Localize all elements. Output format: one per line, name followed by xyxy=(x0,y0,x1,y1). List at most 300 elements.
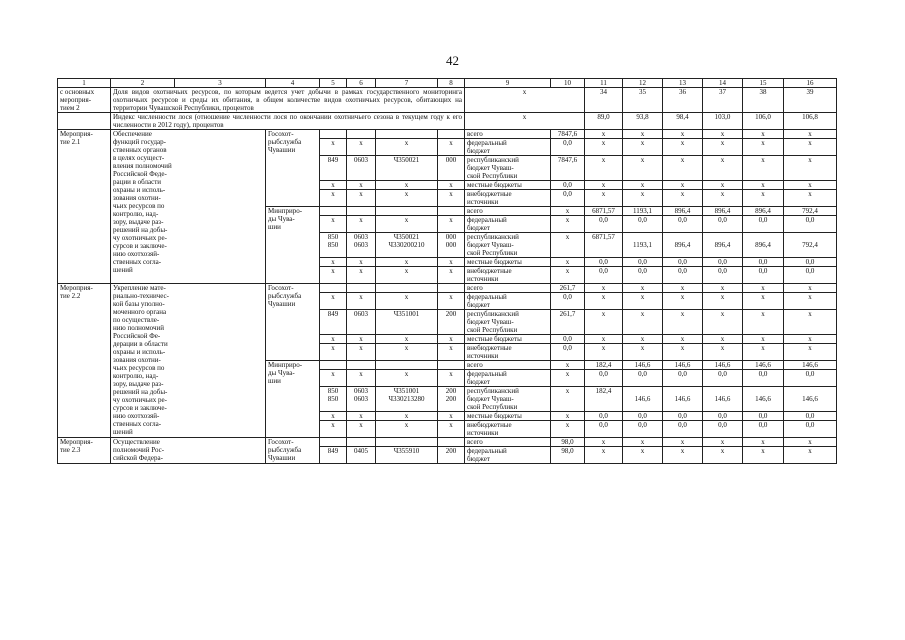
value-2021: x xyxy=(623,344,663,361)
value-2019: x xyxy=(551,412,585,421)
value-2022: x xyxy=(663,447,703,464)
budget-section: x xyxy=(347,139,376,156)
budget-expense-type xyxy=(438,284,465,293)
value-2019: x xyxy=(551,233,585,258)
column-number: 14 xyxy=(703,79,743,88)
budget-grbs: 849 xyxy=(320,156,347,181)
funding-source: внебюджетные источники xyxy=(465,421,551,438)
value-2023: 0,0 xyxy=(703,421,743,438)
funding-source: местные бюджеты xyxy=(465,181,551,190)
value-2020: x xyxy=(585,190,623,207)
value-2025: x xyxy=(784,284,837,293)
budget-section: 0603 xyxy=(347,310,376,335)
measure-name: Осуществление полномочий Рос- сийской Федера- xyxy=(111,438,266,464)
budget-expense-type: x xyxy=(438,412,465,421)
value-2024: x xyxy=(743,139,784,156)
value-2021: x xyxy=(623,190,663,207)
value-2021: x xyxy=(623,310,663,335)
value-2020: 0,0 xyxy=(585,421,623,438)
value-2023: x xyxy=(703,190,743,207)
value-2025: 0,0 xyxy=(784,370,837,387)
budget-expense-type xyxy=(438,361,465,370)
budget-target-article: Ч355910 xyxy=(376,447,438,464)
value-2023: 0,0 xyxy=(703,412,743,421)
budget-section: x xyxy=(347,370,376,387)
value-2025: 0,0 xyxy=(784,412,837,421)
budget-grbs: 849 xyxy=(320,447,347,464)
budget-grbs: x xyxy=(320,190,347,207)
value-2021: x xyxy=(623,335,663,344)
budget-section xyxy=(347,130,376,139)
column-number: 10 xyxy=(551,79,585,88)
value-2020: x xyxy=(585,284,623,293)
column-number: 5 xyxy=(320,79,347,88)
value-2025: x xyxy=(784,310,837,335)
value-2022: 0,0 xyxy=(663,216,703,233)
value-2021: 146,6 xyxy=(623,387,663,412)
value-2025: 146,6 xyxy=(784,361,837,370)
budget-expense-type xyxy=(438,207,465,216)
budget-target-article: x xyxy=(376,181,438,190)
budget-section: x xyxy=(347,421,376,438)
value-2025: 0,0 xyxy=(784,216,837,233)
funding-source: федеральный бюджет xyxy=(465,293,551,310)
budget-expense-type: x xyxy=(438,139,465,156)
value-2023: x xyxy=(703,139,743,156)
budget-section: 0603 0603 xyxy=(347,233,376,258)
budget-target-article: Ч351001 xyxy=(376,310,438,335)
value-2024: 146,6 xyxy=(743,361,784,370)
value-2021: x xyxy=(623,181,663,190)
value-2023: 0,0 xyxy=(703,216,743,233)
value-2024: x xyxy=(743,447,784,464)
value-2020: 0,0 xyxy=(585,370,623,387)
value-2023: 146,6 xyxy=(703,387,743,412)
value-2022: x xyxy=(663,156,703,181)
column-number: 4 xyxy=(266,79,320,88)
measure-row xyxy=(58,438,837,447)
value-2020: x xyxy=(585,344,623,361)
value-2025: x xyxy=(784,344,837,361)
budget-expense-type: x xyxy=(438,190,465,207)
column-number: 9 xyxy=(465,79,551,88)
value-2023: 0,0 xyxy=(703,370,743,387)
column-number: 1 xyxy=(58,79,111,88)
value-2020: x xyxy=(585,335,623,344)
budget-section: x xyxy=(347,412,376,421)
budget-grbs: 850 850 xyxy=(320,387,347,412)
measure-name: Укрепление мате- риально-техничес- кой базы уполно- моченного органа по осуществле- нию полномочий Российской Фе- дерации в области охраны и исполь- зования охотни- чьих ресурсов по контролю, над- зору, выдаче раз- решений на добы- чу охотничьих ре- сурсов и заключе- нию охотхозяй- ственных согла- шений xyxy=(111,284,266,438)
budget-grbs: x xyxy=(320,335,347,344)
value-2024: x xyxy=(743,344,784,361)
value-2025: x xyxy=(784,139,837,156)
value-2024: 896,4 xyxy=(743,233,784,258)
budget-target-article: x xyxy=(376,344,438,361)
value-2021: 1193,1 xyxy=(623,207,663,216)
budget-grbs: x xyxy=(320,267,347,284)
value-2023: x xyxy=(703,130,743,139)
budget-grbs: x xyxy=(320,181,347,190)
budget-expense-type: x xyxy=(438,216,465,233)
value-2025: x xyxy=(784,447,837,464)
value-2022: 146,6 xyxy=(663,361,703,370)
budget-section xyxy=(347,361,376,370)
budget-target-article: x xyxy=(376,293,438,310)
budget-section: x xyxy=(347,216,376,233)
budget-grbs: x xyxy=(320,216,347,233)
target-label xyxy=(58,113,111,130)
measure-code: Мероприя- тие 2.3 xyxy=(58,438,111,464)
value-2023: x xyxy=(703,335,743,344)
value-2021: x xyxy=(623,284,663,293)
value-2024: x xyxy=(743,310,784,335)
funding-source: всего xyxy=(465,130,551,139)
target-value: 103,0 xyxy=(703,113,743,130)
value-2021: 146,6 xyxy=(623,361,663,370)
column-number: 11 xyxy=(585,79,623,88)
value-2022: x xyxy=(663,438,703,447)
budget-expense-type: 200 xyxy=(438,310,465,335)
target-indicator-row xyxy=(58,88,837,113)
target-value: 98,4 xyxy=(663,113,703,130)
measure-row xyxy=(58,130,837,139)
value-2025: x xyxy=(784,130,837,139)
budget-section: 0603 0603 xyxy=(347,387,376,412)
value-2019: 98,0 xyxy=(551,438,585,447)
budget-expense-type: x xyxy=(438,258,465,267)
measure-row xyxy=(58,284,837,293)
value-2024: x xyxy=(743,130,784,139)
column-number: 7 xyxy=(376,79,438,88)
budget-expense-type: x xyxy=(438,421,465,438)
value-2021: 0,0 xyxy=(623,258,663,267)
budget-target-article: x xyxy=(376,267,438,284)
budget-grbs xyxy=(320,438,347,447)
value-2022: x xyxy=(663,181,703,190)
target-value: 106,8 xyxy=(784,113,837,130)
value-2022: 0,0 xyxy=(663,421,703,438)
budget-section xyxy=(347,284,376,293)
value-2025: 0,0 xyxy=(784,267,837,284)
value-2025: x xyxy=(784,190,837,207)
budget-section: x xyxy=(347,190,376,207)
funding-source: республиканский бюджет Чуваш- ской Республики xyxy=(465,387,551,412)
value-2020: x xyxy=(585,438,623,447)
value-2022: 0,0 xyxy=(663,370,703,387)
budget-target-article: Ч350021 Ч330200210 xyxy=(376,233,438,258)
value-2022: x xyxy=(663,310,703,335)
funding-source: республиканский бюджет Чуваш- ской Республики xyxy=(465,156,551,181)
value-2023: x xyxy=(703,156,743,181)
value-2019: 7847,6 xyxy=(551,156,585,181)
column-number: 12 xyxy=(623,79,663,88)
budget-grbs: x xyxy=(320,344,347,361)
value-2023: 146,6 xyxy=(703,361,743,370)
value-2025: x xyxy=(784,181,837,190)
column-number: 3 xyxy=(175,79,266,88)
value-2021: x xyxy=(623,447,663,464)
value-2023: x xyxy=(703,344,743,361)
budget-expense-type: 000 000 xyxy=(438,233,465,258)
value-2024: x xyxy=(743,181,784,190)
budget-section: 0603 xyxy=(347,156,376,181)
value-2025: x xyxy=(784,335,837,344)
target-value: 38 xyxy=(743,88,784,113)
value-2025: 0,0 xyxy=(784,258,837,267)
value-2021: x xyxy=(623,130,663,139)
value-2020: x xyxy=(585,293,623,310)
value-2022: x xyxy=(663,335,703,344)
column-number: 15 xyxy=(743,79,784,88)
value-2021: x xyxy=(623,438,663,447)
funding-source: республиканский бюджет Чуваш- ской Республики xyxy=(465,233,551,258)
value-2024: x xyxy=(743,284,784,293)
value-2019: x xyxy=(551,267,585,284)
value-2024: 0,0 xyxy=(743,412,784,421)
value-2019: x xyxy=(551,216,585,233)
budget-target-article: Ч351001 Ч330213280 xyxy=(376,387,438,412)
budget-grbs xyxy=(320,207,347,216)
target-value: x xyxy=(465,113,585,130)
value-2021: 1193,1 xyxy=(623,233,663,258)
value-2021: 0,0 xyxy=(623,267,663,284)
value-2023: 896,4 xyxy=(703,207,743,216)
value-2022: x xyxy=(663,139,703,156)
value-2019: x xyxy=(551,421,585,438)
value-2021: 0,0 xyxy=(623,421,663,438)
value-2020: x xyxy=(585,447,623,464)
value-2023: x xyxy=(703,310,743,335)
budget-grbs: x xyxy=(320,258,347,267)
value-2025: x xyxy=(784,156,837,181)
value-2019: 0,0 xyxy=(551,139,585,156)
value-2022: 0,0 xyxy=(663,412,703,421)
budget-expense-type: x xyxy=(438,181,465,190)
value-2023: x xyxy=(703,181,743,190)
target-value: 89,0 xyxy=(585,113,623,130)
budget-target-article xyxy=(376,207,438,216)
value-2022: 896,4 xyxy=(663,233,703,258)
value-2022: 146,6 xyxy=(663,387,703,412)
measure-code: Мероприя- тие 2.2 xyxy=(58,284,111,438)
funding-source: федеральный бюджет xyxy=(465,216,551,233)
column-number: 2 xyxy=(111,79,175,88)
target-value: 35 xyxy=(623,88,663,113)
value-2020: x xyxy=(585,181,623,190)
budget-expense-type: x xyxy=(438,293,465,310)
funding-source: местные бюджеты xyxy=(465,412,551,421)
value-2022: 0,0 xyxy=(663,267,703,284)
measure-code: Мероприя- тие 2.1 xyxy=(58,130,111,284)
value-2020: 0,0 xyxy=(585,412,623,421)
budget-grbs: x xyxy=(320,370,347,387)
funding-source: федеральный бюджет xyxy=(465,370,551,387)
target-value: 36 xyxy=(663,88,703,113)
target-indicator-row xyxy=(58,113,837,130)
target-value: 106,0 xyxy=(743,113,784,130)
value-2019: x xyxy=(551,370,585,387)
value-2023: x xyxy=(703,293,743,310)
value-2025: 792,4 xyxy=(784,207,837,216)
value-2022: x xyxy=(663,190,703,207)
value-2024: x xyxy=(743,438,784,447)
value-2021: 0,0 xyxy=(623,370,663,387)
value-2020: 6871,57 xyxy=(585,207,623,216)
value-2019: 0,0 xyxy=(551,293,585,310)
value-2019: 0,0 xyxy=(551,181,585,190)
funding-source: федеральный бюджет xyxy=(465,447,551,464)
budget-grbs: 849 xyxy=(320,310,347,335)
value-2022: x xyxy=(663,130,703,139)
budget-target-article: x xyxy=(376,139,438,156)
value-2020: 0,0 xyxy=(585,258,623,267)
budget-grbs: 850 850 xyxy=(320,233,347,258)
value-2023: x xyxy=(703,447,743,464)
budget-section: x xyxy=(347,267,376,284)
value-2020: 0,0 xyxy=(585,216,623,233)
value-2024: 0,0 xyxy=(743,258,784,267)
executor: Минприро- ды Чува- шии xyxy=(266,361,320,438)
value-2020: x xyxy=(585,130,623,139)
budget-section: x xyxy=(347,181,376,190)
budget-section: x xyxy=(347,335,376,344)
funding-source: местные бюджеты xyxy=(465,258,551,267)
column-number: 16 xyxy=(784,79,837,88)
value-2024: 146,6 xyxy=(743,387,784,412)
budget-grbs: x xyxy=(320,139,347,156)
value-2025: 792,4 xyxy=(784,233,837,258)
value-2020: x xyxy=(585,156,623,181)
executor: Госохот- рыбслужба Чувашии xyxy=(266,130,320,207)
budget-section: 0405 xyxy=(347,447,376,464)
funding-source: всего xyxy=(465,207,551,216)
budget-target-article xyxy=(376,130,438,139)
column-number: 6 xyxy=(347,79,376,88)
value-2024: 0,0 xyxy=(743,267,784,284)
budget-section xyxy=(347,207,376,216)
budget-expense-type: 000 xyxy=(438,156,465,181)
value-2019: x xyxy=(551,258,585,267)
budget-expense-type: x xyxy=(438,267,465,284)
value-2019: 0,0 xyxy=(551,190,585,207)
budget-target-article: x xyxy=(376,370,438,387)
value-2022: x xyxy=(663,293,703,310)
measure-name: Обеспечение функций государ- ственных органов в целях осущест- вления полномочий Российской Феде- рации в области охраны и исполь- зования охотни- чьих ресурсов по контролю, над- зору, выдаче раз- решений на добы- чу охотничьих ре- сурсов и заключе- нию охотхозяй- ственных согла- шений xyxy=(111,130,266,284)
value-2019: 0,0 xyxy=(551,344,585,361)
page-number: 42 xyxy=(446,53,459,68)
funding-source: республиканский бюджет Чуваш- ской Республики xyxy=(465,310,551,335)
target-indicator-name: Доля видов охотничьих ресурсов, по которым ведется учет добычи в рамках государственного мониторинга охотничьих ресурсов и среды их обитания, в общем количестве видов охотничьих ресурсов, обитающих на территории Чувашской Республики, процентов xyxy=(111,88,465,113)
budget-expense-type: x xyxy=(438,335,465,344)
value-2020: 182,4 xyxy=(585,361,623,370)
value-2025: 146,6 xyxy=(784,387,837,412)
budget-grbs xyxy=(320,130,347,139)
funding-source: федеральный бюджет xyxy=(465,139,551,156)
value-2020: x xyxy=(585,310,623,335)
value-2024: 0,0 xyxy=(743,370,784,387)
value-2021: 0,0 xyxy=(623,412,663,421)
target-value: x xyxy=(465,88,585,113)
budget-section: x xyxy=(347,293,376,310)
value-2024: 896,4 xyxy=(743,207,784,216)
executor: Госохот- рыбслужба Чувашии xyxy=(266,438,320,464)
value-2022: 896,4 xyxy=(663,207,703,216)
target-value: 39 xyxy=(784,88,837,113)
value-2022: x xyxy=(663,284,703,293)
value-2019: 7847,6 xyxy=(551,130,585,139)
column-number-row xyxy=(58,79,837,88)
executor: Госохот- рыбслужба Чувашии xyxy=(266,284,320,361)
value-2024: x xyxy=(743,156,784,181)
value-2025: x xyxy=(784,293,837,310)
column-number: 13 xyxy=(663,79,703,88)
budget-expense-type xyxy=(438,438,465,447)
funding-source: внебюджетные источники xyxy=(465,190,551,207)
budget-target-article: Ч350021 xyxy=(376,156,438,181)
budget-target-article: x xyxy=(376,412,438,421)
value-2025: x xyxy=(784,438,837,447)
value-2020: 182,4 xyxy=(585,387,623,412)
value-2024: 0,0 xyxy=(743,421,784,438)
value-2019: 98,0 xyxy=(551,447,585,464)
budget-expense-type: x xyxy=(438,370,465,387)
budget-target-article: x xyxy=(376,216,438,233)
target-value: 34 xyxy=(585,88,623,113)
value-2023: x xyxy=(703,438,743,447)
budget-expense-type: x xyxy=(438,344,465,361)
budget-target-article: x xyxy=(376,335,438,344)
value-2024: x xyxy=(743,293,784,310)
budget-expense-type: 200 xyxy=(438,447,465,464)
budget-grbs: x xyxy=(320,412,347,421)
funding-source: местные бюджеты xyxy=(465,335,551,344)
budget-target-article xyxy=(376,438,438,447)
funding-source: всего xyxy=(465,284,551,293)
program-table xyxy=(57,78,837,464)
value-2024: x xyxy=(743,335,784,344)
budget-target-article xyxy=(376,284,438,293)
executor: Минприро- ды Чува- шии xyxy=(266,207,320,284)
value-2019: 261,7 xyxy=(551,284,585,293)
value-2019: x xyxy=(551,207,585,216)
budget-target-article xyxy=(376,361,438,370)
value-2019: 0,0 xyxy=(551,335,585,344)
budget-target-article: x xyxy=(376,258,438,267)
value-2020: 0,0 xyxy=(585,267,623,284)
funding-source: внебюджетные источники xyxy=(465,344,551,361)
target-label: с основных мероприя- тием 2 xyxy=(58,88,111,113)
budget-section: x xyxy=(347,344,376,361)
value-2021: 0,0 xyxy=(623,216,663,233)
value-2019: x xyxy=(551,361,585,370)
target-indicator-name: Индекс численности лося (отношение численности лося по окончании охотничьего сезона в текущем году к его численности в 2012 году), процентов xyxy=(111,113,465,130)
value-2023: x xyxy=(703,284,743,293)
budget-grbs: x xyxy=(320,293,347,310)
target-value: 93,8 xyxy=(623,113,663,130)
funding-source: всего xyxy=(465,438,551,447)
budget-grbs: x xyxy=(320,421,347,438)
budget-expense-type: 200 200 xyxy=(438,387,465,412)
value-2022: 0,0 xyxy=(663,258,703,267)
value-2019: 261,7 xyxy=(551,310,585,335)
value-2024: x xyxy=(743,190,784,207)
value-2020: x xyxy=(585,139,623,156)
value-2022: x xyxy=(663,344,703,361)
budget-section: x xyxy=(347,258,376,267)
value-2023: 896,4 xyxy=(703,233,743,258)
value-2021: x xyxy=(623,139,663,156)
target-value: 37 xyxy=(703,88,743,113)
